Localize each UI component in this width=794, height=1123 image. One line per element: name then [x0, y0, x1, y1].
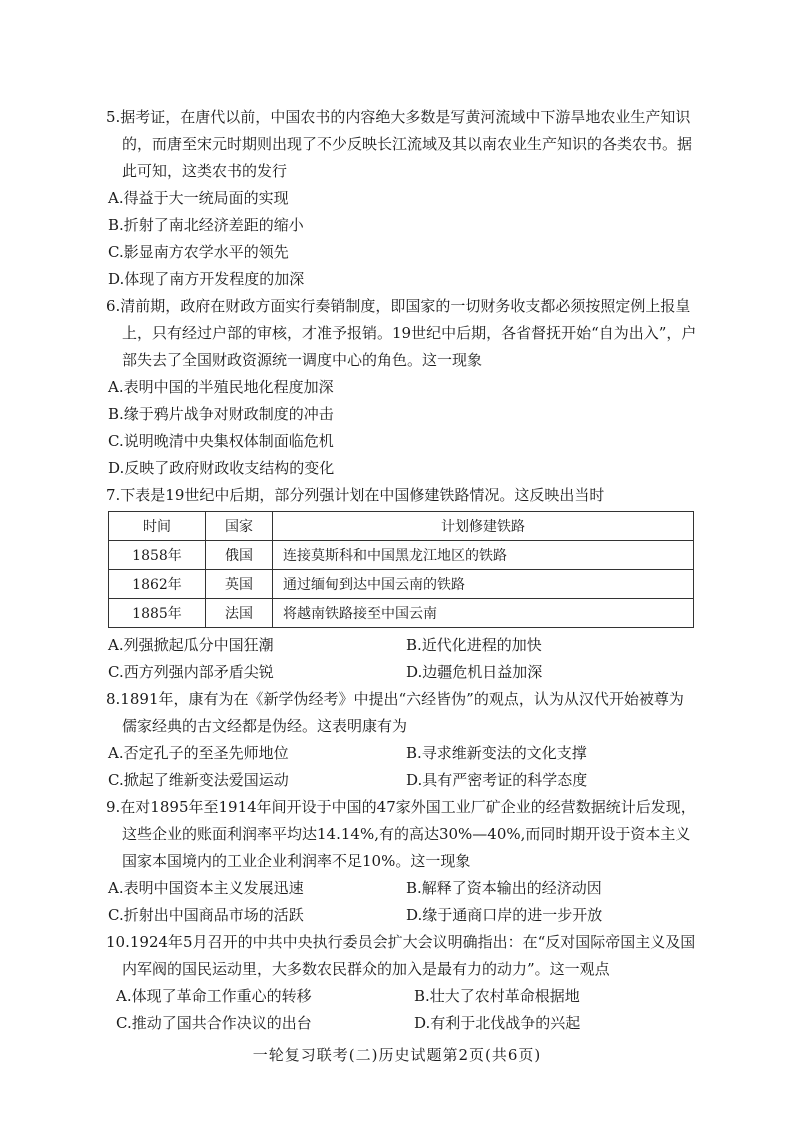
option-b: B.寻求维新变法的文化支撑 — [406, 744, 587, 762]
option-c: C.说明晚清中央集权体制面临危机 — [108, 432, 334, 450]
option-d: D.具有严密考证的科学态度 — [406, 771, 588, 789]
option-a: A.表明中国资本主义发展迅速 — [108, 879, 304, 897]
options-grid — [106, 875, 698, 929]
table-header: 时间 — [109, 512, 206, 541]
option-b: B.缘于鸦片战争对财政制度的冲击 — [108, 405, 334, 423]
table-header: 国家 — [206, 512, 273, 541]
option-a: A.得益于大一统局面的实现 — [108, 189, 289, 207]
table-header-row — [109, 512, 694, 541]
table-row — [109, 541, 694, 570]
options-grid — [106, 632, 698, 686]
table-cell: 1885年 — [109, 599, 206, 628]
option-c: C.掀起了维新变法爱国运动 — [108, 771, 289, 789]
option-d: D.反映了政府财政收支结构的变化 — [108, 459, 335, 477]
question-stem: 9.在对1895年至1914年间开设于中国的47家外国工业厂矿企业的经营数据统计后发现，这些企业的账面利润率平均达14.14%,有的高达30%—40%,而同时期开设于资本主义国家本国境内的工业企业利润率不足10%。这一现象 — [106, 798, 696, 870]
question-stem: 8.1891年，康有为在《新学伪经考》中提出“六经皆伪”的观点，认为从汉代开始被尊为儒家经典的古文经都是伪经。这表明康有为 — [106, 690, 684, 735]
table-cell: 俄国 — [206, 541, 273, 570]
option-a: A.列强掀起瓜分中国狂潮 — [108, 636, 274, 654]
table-cell: 连接莫斯科和中国黑龙江地区的铁路 — [273, 541, 694, 570]
question-6 — [106, 293, 698, 482]
question-8 — [106, 686, 698, 794]
option-d: D.边疆危机日益加深 — [406, 663, 543, 681]
question-10 — [106, 929, 698, 1037]
option-d: D.体现了南方开发程度的加深 — [108, 270, 305, 288]
option-c: C.推动了国共合作决议的出台 — [116, 1014, 312, 1032]
page-footer: 一轮复习联考(二)历史试题第2页(共6页) — [252, 1046, 542, 1064]
table-cell: 1862年 — [109, 570, 206, 599]
table-cell: 英国 — [206, 570, 273, 599]
option-d: D.缘于通商口岸的进一步开放 — [406, 906, 603, 924]
option-b: B.近代化进程的加快 — [406, 636, 542, 654]
option-c: C.西方列强内部矛盾尖锐 — [108, 663, 274, 681]
options-grid — [106, 983, 698, 1037]
table-row — [109, 599, 694, 628]
option-a: A.体现了革命工作重心的转移 — [116, 987, 312, 1005]
railway-table — [108, 511, 694, 628]
question-7 — [106, 482, 698, 686]
question-stem: 6.清前期，政府在财政方面实行奏销制度，即国家的一切财务收支都必须按照定例上报皇上，只有经过户部的审核，才准予报销。19世纪中后期，各省督抚开始“自为出入”，户部失去了全国财政资源统一调度中心的角色。这一现象 — [106, 297, 697, 369]
table-cell: 1858年 — [109, 541, 206, 570]
question-stem: 5.据考证，在唐代以前，中国农书的内容绝大多数是写黄河流域中下游旱地农业生产知识的，而唐至宋元时期则出现了不少反映长江流域及其以南农业生产知识的各类农书。据此可知，这类农书的发行 — [106, 108, 693, 180]
table-cell: 通过缅甸到达中国云南的铁路 — [273, 570, 694, 599]
option-c: C.影显南方农学水平的领先 — [108, 243, 289, 261]
question-9 — [106, 794, 698, 929]
question-stem: 7.下表是19世纪中后期，部分列强计划在中国修建铁路情况。这反映出当时 — [106, 486, 605, 504]
table-header: 计划修建铁路 — [273, 512, 694, 541]
option-a: A.否定孔子的至圣先师地位 — [108, 744, 289, 762]
table-row — [109, 570, 694, 599]
option-b: B.折射了南北经济差距的缩小 — [108, 216, 304, 234]
option-d: D.有利于北伐战争的兴起 — [414, 1014, 581, 1032]
option-c: C.折射出中国商品市场的活跃 — [108, 906, 304, 924]
table-cell: 法国 — [206, 599, 273, 628]
option-b: B.解释了资本输出的经济动因 — [406, 879, 602, 897]
question-stem: 10.1924年5月召开的中共中央执行委员会扩大会议明确指出：在“反对国际帝国主义及国内军阀的国民运动里，大多数农民群众的加入是最有力的动力”。这一观点 — [106, 933, 696, 978]
options-grid — [106, 740, 698, 794]
option-b: B.壮大了农村革命根据地 — [414, 987, 580, 1005]
option-a: A.表明中国的半殖民地化程度加深 — [108, 378, 334, 396]
question-5 — [106, 104, 698, 293]
table-cell: 将越南铁路接至中国云南 — [273, 599, 694, 628]
